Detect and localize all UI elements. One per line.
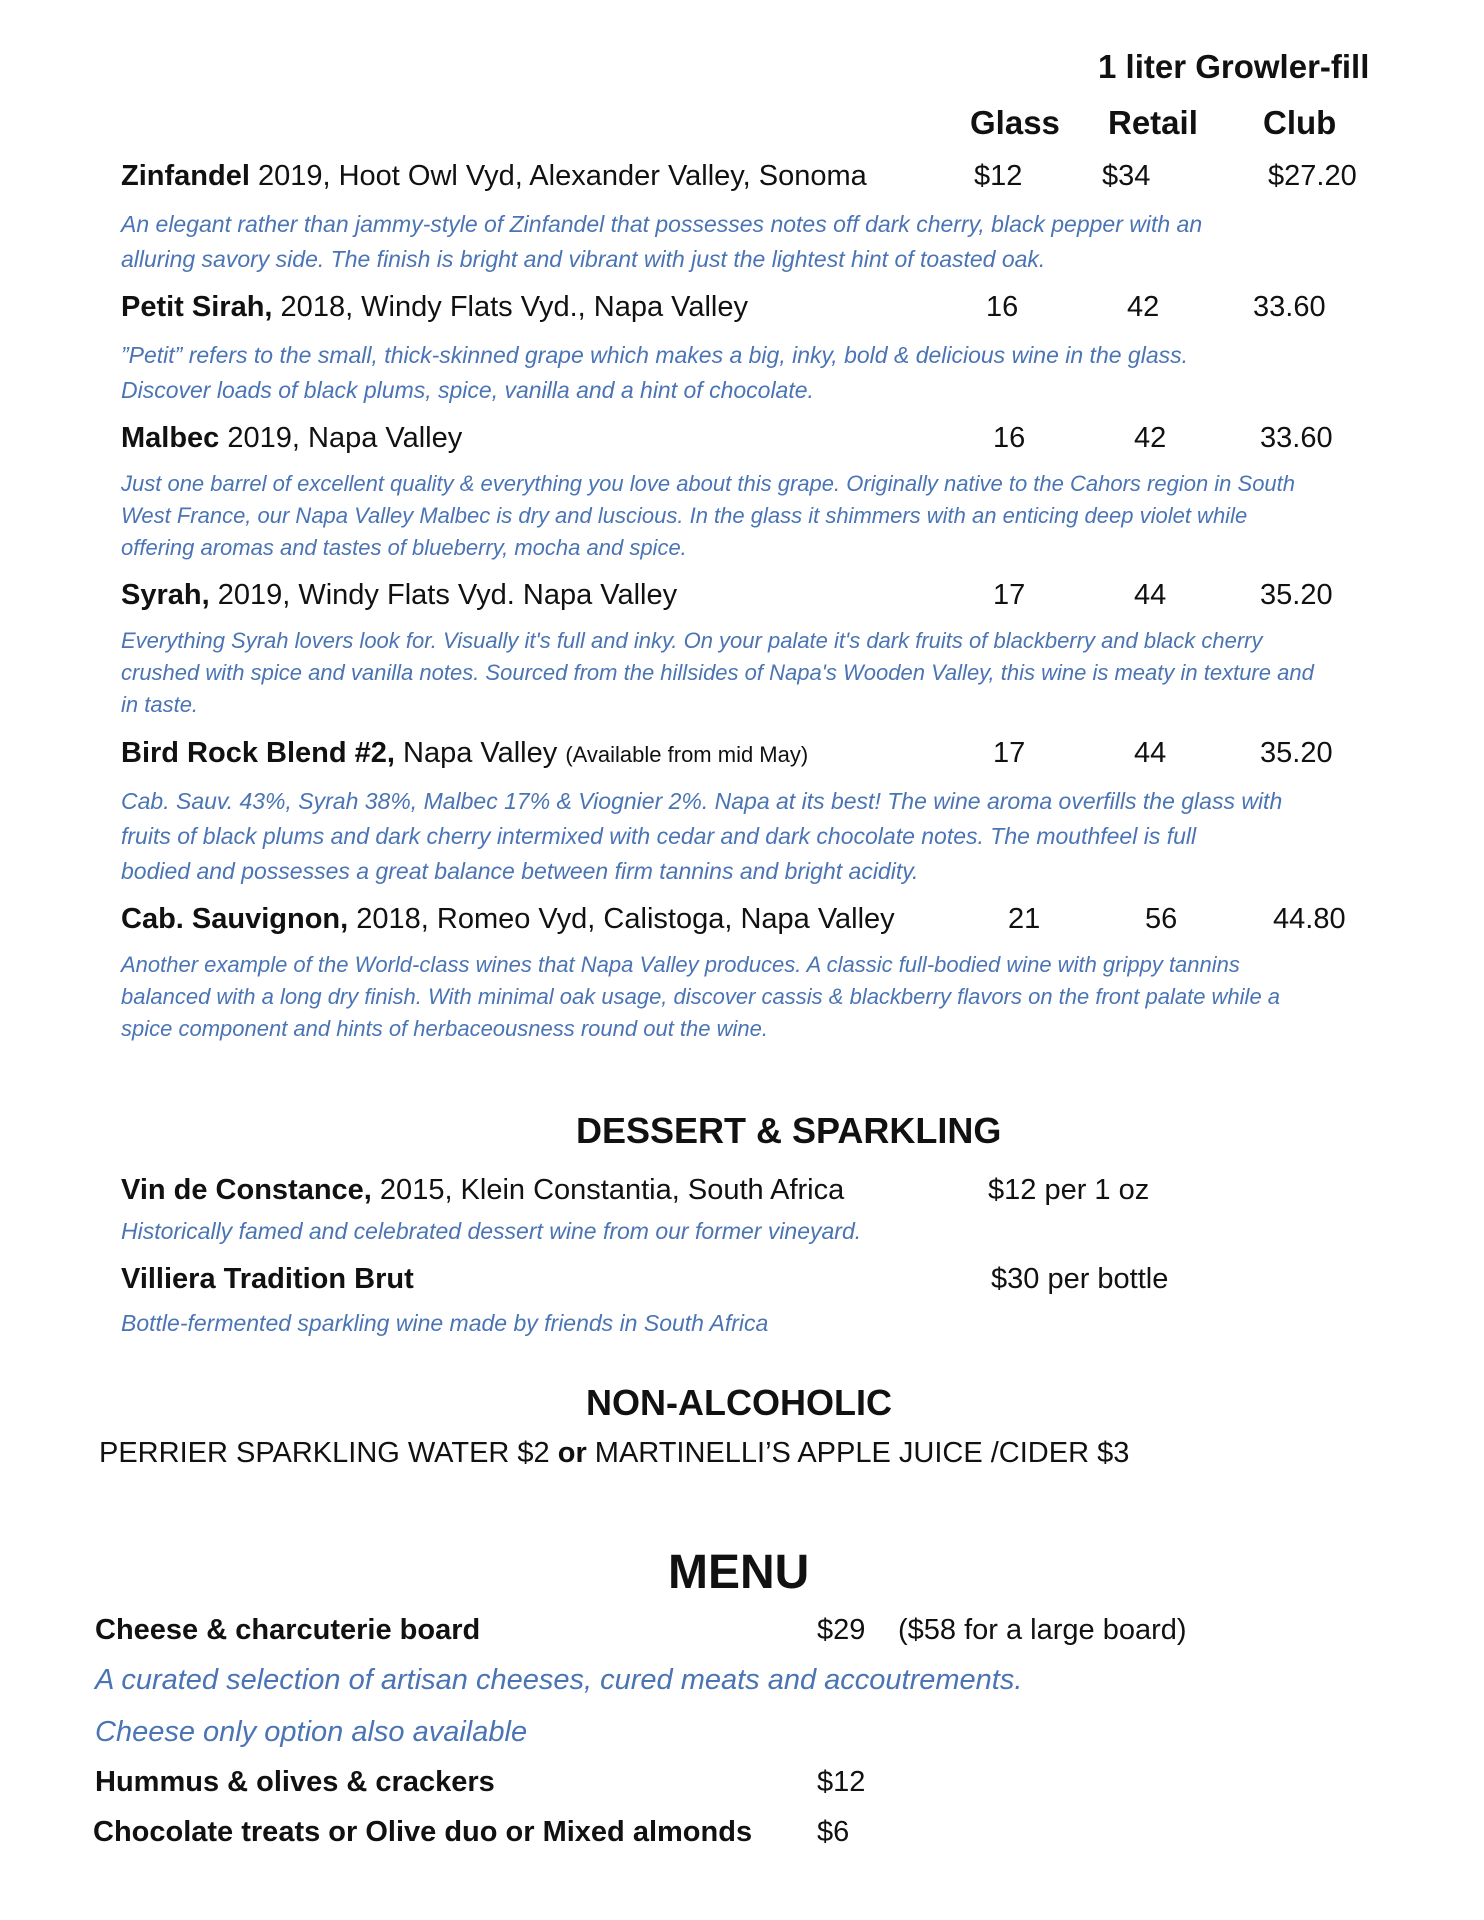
martinelli-item: MARTINELLI’S APPLE JUICE /CIDER $3 (586, 1437, 1130, 1469)
dessert-title (121, 1174, 844, 1207)
wine-title (121, 903, 895, 936)
description-line: balanced with a long dry finish. With minimal oak usage, discover cassis & blackberry flavors on the front palate while a (121, 984, 1281, 1009)
wine-detail: 2019, Hoot Owl Vyd, Alexander Valley, Sonoma (249, 160, 867, 192)
wine-name: Bird Rock Blend #2, (121, 737, 395, 769)
cheese-board-description: A curated selection of artisan cheeses, cured meats and accoutrements. (95, 1664, 1023, 1696)
retail-column-header: Retail (1108, 104, 1198, 141)
growler-header: 1 liter Growler-fill (1098, 48, 1370, 85)
glass-price: 16 (986, 291, 1019, 323)
wine-detail: 2018, Windy Flats Vyd., Napa Valley (272, 291, 748, 323)
dessert-name: Vin de Constance, (121, 1174, 372, 1206)
description-line: West France, our Napa Valley Malbec is dry and luscious. In the glass it shimmers with an enticing deep violet while (121, 503, 1248, 528)
wine-title (121, 291, 748, 324)
description-line: Another example of the World-class wines that Napa Valley produces. A classic full-bodied wine with grippy tannins (121, 952, 1240, 977)
wine-name: Syrah, (121, 579, 210, 611)
club-price: 35.20 (1260, 737, 1333, 769)
sparkling-name: Villiera Tradition Brut (121, 1263, 414, 1295)
wine-description (121, 949, 1280, 1045)
cheese-only-note: Cheese only option also available (95, 1716, 528, 1748)
retail-price: 44 (1134, 579, 1167, 611)
description-line: Cab. Sauv. 43%, Syrah 38%, Malbec 17% & Viognier 2%. Napa at its best! The wine aroma overfills the glass with (121, 788, 1283, 814)
perrier-item: PERRIER SPARKLING WATER $2 (99, 1437, 558, 1469)
treats-name: Chocolate treats or Olive duo or Mixed almonds (93, 1816, 753, 1848)
description-line: ”Petit” refers to the small, thick-skinned grape which makes a big, inky, bold & delicious wine in the glass. (121, 342, 1189, 368)
cheese-board-name: Cheese & charcuterie board (95, 1614, 481, 1646)
glass-price: 17 (993, 737, 1026, 769)
dessert-section-title: DESSERT & SPARKLING (576, 1110, 1002, 1151)
wine-name: Malbec (121, 422, 220, 454)
wine-description (121, 625, 1314, 721)
club-price: 44.80 (1273, 903, 1346, 935)
wine-title (121, 422, 462, 455)
description-line: Discover loads of black plums, spice, vanilla and a hint of chocolate. (121, 377, 814, 403)
retail-price: 42 (1127, 291, 1160, 323)
club-price: 33.60 (1260, 422, 1333, 454)
dessert-price: $12 per 1 oz (988, 1174, 1150, 1206)
club-price: $27.20 (1268, 160, 1357, 192)
wine-name: Zinfandel (121, 160, 250, 192)
description-line: bodied and possesses a great balance between firm tannins and bright acidity. (121, 858, 919, 884)
glass-price: 21 (1008, 903, 1041, 935)
description-line: crushed with spice and vanilla notes. Sourced from the hillsides of Napa's Wooden Valley, this wine is meaty in texture and (121, 660, 1314, 685)
wine-title (121, 579, 677, 612)
hummus-name: Hummus & olives & crackers (95, 1766, 495, 1798)
dessert-description: Historically famed and celebrated dessert wine from our former vineyard. (121, 1218, 862, 1244)
wine-detail: 2018, Romeo Vyd, Calistoga, Napa Valley (348, 903, 895, 935)
glass-price: $12 (974, 160, 1023, 192)
hummus-price: $12 (817, 1766, 866, 1798)
club-column-header: Club (1263, 104, 1337, 141)
wine-detail: 2019, Napa Valley (219, 422, 463, 454)
retail-price: 56 (1145, 903, 1178, 935)
wine-title (121, 160, 867, 193)
retail-price: 42 (1134, 422, 1167, 454)
description-line: alluring savory side. The finish is bright and vibrant with just the lightest hint of toasted oak. (121, 246, 1046, 272)
sparkling-description: Bottle-fermented sparkling wine made by friends in South Africa (121, 1310, 769, 1336)
retail-price: 44 (1134, 737, 1167, 769)
wine-description (121, 468, 1295, 564)
wine-name: Cab. Sauvignon, (121, 903, 349, 935)
glass-price: 16 (993, 422, 1026, 454)
club-price: 33.60 (1253, 291, 1326, 323)
description-line: offering aromas and tastes of blueberry, mocha and spice. (121, 535, 687, 560)
description-line: fruits of black plums and dark cherry intermixed with cedar and dark chocolate notes. The mouthfeel is full (121, 823, 1197, 849)
menu-title: MENU (668, 1546, 810, 1599)
description-line: spice component and hints of herbaceousness round out the wine. (121, 1016, 768, 1041)
glass-price: 17 (993, 579, 1026, 611)
wine-description (121, 784, 1282, 889)
cheese-board-price: $29 (817, 1614, 866, 1646)
club-price: 35.20 (1260, 579, 1333, 611)
retail-price: $34 (1102, 160, 1151, 192)
wine-title (121, 737, 808, 770)
or-word: or (557, 1437, 587, 1469)
wine-description (121, 207, 1202, 277)
description-line: Everything Syrah lovers look for. Visually it's full and inky. On your palate it's dark fruits of blackberry and black cherry (121, 628, 1263, 653)
description-line: in taste. (121, 692, 199, 717)
wine-detail: Napa Valley (394, 737, 566, 769)
availability-note: (Available from mid May) (565, 742, 809, 767)
glass-column-header: Glass (970, 104, 1060, 141)
treats-price: $6 (817, 1816, 850, 1848)
wine-name: Petit Sirah, (121, 291, 273, 323)
wine-detail: 2019, Windy Flats Vyd. Napa Valley (209, 579, 678, 611)
non-alcoholic-line (99, 1437, 1129, 1470)
dessert-detail: 2015, Klein Constantia, South Africa (371, 1174, 845, 1206)
description-line: Just one barrel of excellent quality & everything you love about this grape. Originally native to the Cahors region in South (121, 471, 1296, 496)
description-line: An elegant rather than jammy-style of Zinfandel that possesses notes off dark cherry, black pepper with an (121, 211, 1203, 237)
non-alcoholic-section-title: NON-ALCOHOLIC (586, 1382, 892, 1423)
large-board-price: ($58 for a large board) (898, 1614, 1187, 1646)
sparkling-price: $30 per bottle (991, 1263, 1169, 1295)
sparkling-title (121, 1263, 414, 1296)
wine-description (121, 338, 1188, 408)
